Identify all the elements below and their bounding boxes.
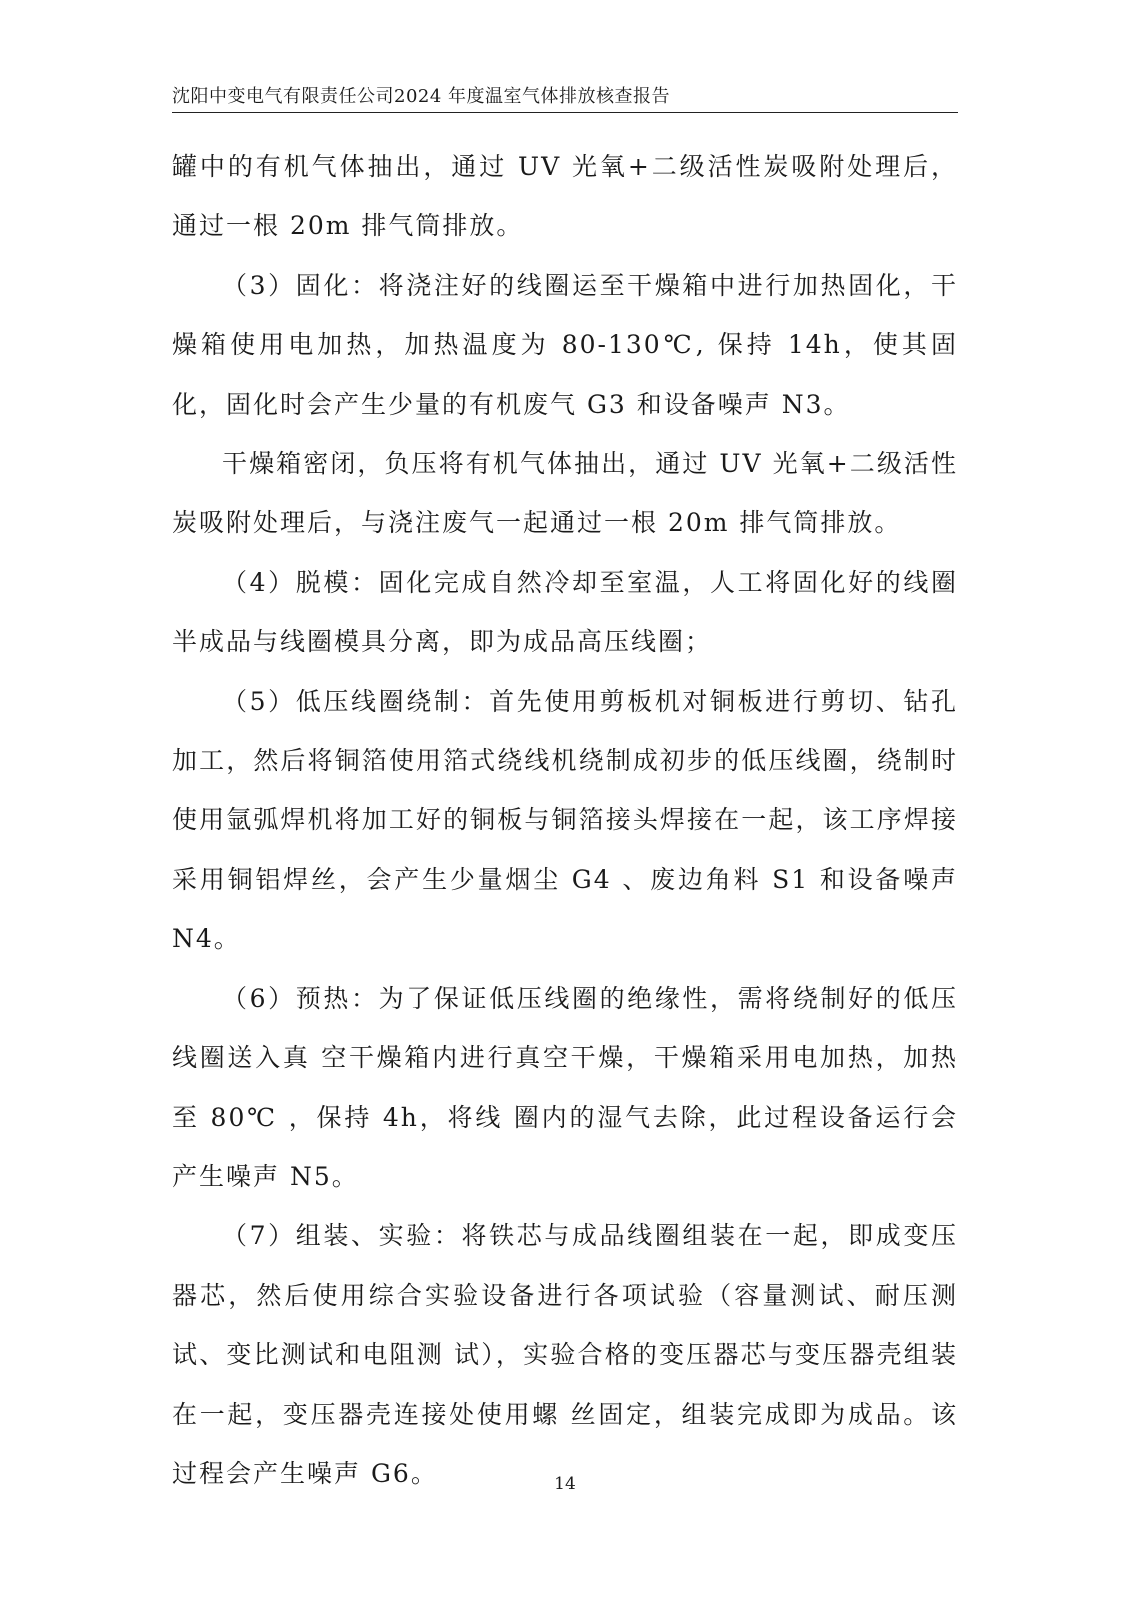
- document-body: [172, 137, 958, 1503]
- page-number: 14: [554, 1474, 576, 1494]
- paragraph-continuation: 罐中的有机气体抽出，通过 UV 光氧+二级活性炭吸附处理后，通过一根 20m 排气筒排放。: [172, 152, 958, 241]
- paragraph-low-voltage-winding: （5）低压线圈绕制：首先使用剪板机对铜板进行剪切、钻孔加工，然后将铜箔使用箔式绕线机绕制成初步的低压线圈，绕制时使用氩弧焊机将加工好的铜板与铜箔接头焊接在一起，该工序焊接采用铜铝焊丝，会产生少量烟尘 G4 、废边角料 S1 和设备噪声 N4。: [172, 686, 958, 954]
- paragraph-drying-box: 干燥箱密闭，负压将有机气体抽出，通过 UV 光氧+二级活性炭吸附处理后，与浇注废气一起通过一根 20m 排气筒排放。: [172, 449, 958, 538]
- page-header: [172, 80, 958, 113]
- paragraph-curing: （3）固化：将浇注好的线圈运至干燥箱中进行加热固化，干燥箱使用电加热，加热温度为 80-130℃, 保持 14h，使其固化，固化时会产生少量的有机废气 G3 和设备噪声 N3。: [172, 270, 958, 419]
- header-title: 沈阳中变电气有限责任公司2024 年度温室气体排放核查报告: [172, 86, 671, 107]
- paragraph-assembly-test: （7）组装、实验：将铁芯与成品线圈组装在一起，即成变压器芯，然后使用综合实验设备进行各项试验（容量测试、耐压测试、变比测试和电阻测 试），实验合格的变压器芯与变压器壳组装在一起，变压器壳连接处使用螺 丝固定，组装完成即为成品。该过程会产生噪声 G6。: [172, 1221, 958, 1488]
- paragraph-demolding: （4）脱模：固化完成自然冷却至室温，人工将固化好的线圈半成品与线圈模具分离，即为成品高压线圈；: [172, 567, 958, 657]
- paragraph-preheating: （6）预热：为了保证低压线圈的绝缘性，需将绕制好的低压线圈送入真 空干燥箱内进行真空干燥，干燥箱采用电加热，加热至 80℃ ，保持 4h，将线 圈内的湿气去除，此过程设备运行会产生噪声 N5。: [172, 983, 958, 1191]
